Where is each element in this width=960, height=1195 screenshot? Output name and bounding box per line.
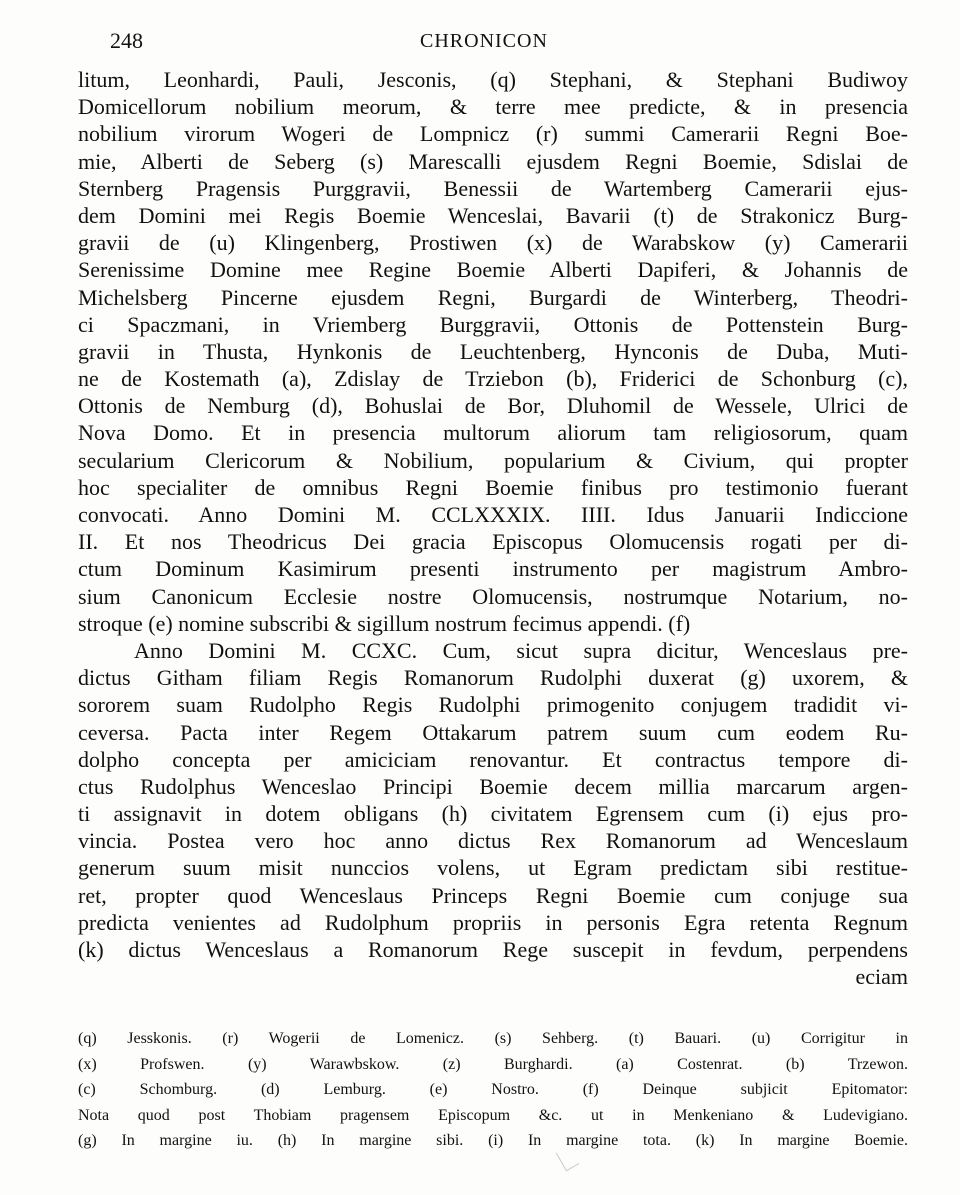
- text-line: dolpho concepta per amiciciam renovantur. Et contractus tempore di-: [78, 746, 908, 772]
- text-line: (k) dictus Wenceslaus a Romanorum Rege suscepit in fevdum, perpendens: [78, 937, 908, 962]
- text-line: convocati. Anno Domini M. CCLXXXIX. IIII. Idus Januarii Indiccione: [78, 502, 908, 527]
- footnotes: [78, 1026, 908, 1154]
- text-line: litum, Leonhardi, Pauli, Jesconis, (q) Stephani, & Stephani Budiwoy: [78, 67, 908, 92]
- text-line: dictus Githam filiam Regis Romanorum Rudolphi duxerat (g) uxorem, &: [78, 665, 908, 691]
- page-number: 248: [110, 28, 143, 53]
- text-line: ret, propter quod Wenceslaus Princeps Regni Boemie cum conjuge sua: [78, 882, 908, 908]
- footnote-line: (g) In margine iu. (h) In margine sibi. (i) In margine tota. (k) In margine Boemie.: [78, 1132, 908, 1149]
- text-line: hoc specialiter de omnibus Regni Boemie finibus pro testimonio fuerant: [78, 474, 908, 500]
- footnote-line: (q) Jesskonis. (r) Wogerii de Lomenicz. (s) Sehberg. (t) Bauari. (u) Corrigitur in: [78, 1030, 908, 1047]
- text-line: dem Domini mei Regis Boemie Wenceslai, Bavarii (t) de Strakonicz Burg-: [78, 202, 908, 228]
- text-line: nobilium virorum Wogeri de Lompnicz (r) summi Camerarii Regni Boe-: [78, 121, 908, 147]
- text-line: ne de Kostemath (a), Zdislay de Trziebon (b), Friderici de Schonburg (c),: [78, 366, 908, 392]
- text-line: predicta venientes ad Rudolphum propriis in personis Egra retenta Regnum: [78, 909, 908, 935]
- footnote-line: (c) Schomburg. (d) Lemburg. (e) Nostro. (f) Deinque subjicit Epitomator:: [78, 1081, 908, 1098]
- text-line: Sternberg Pragensis Purggravii, Benessii de Wartemberg Camerarii ejus-: [78, 175, 908, 201]
- main-text: [78, 66, 908, 990]
- paragraph-start-line: Anno Domini M. CCXC. Cum, sicut supra dicitur, Wenceslaus pre-: [134, 637, 908, 663]
- text-line: gravii de (u) Klingenberg, Prostiwen (x) de Warabskow (y) Camerarii: [78, 230, 908, 256]
- footnote-line: Nota quod post Thobiam pragensem Episcopum &c. ut in Menkeniano & Ludevigiano.: [78, 1106, 908, 1124]
- text-line: Michelsberg Pincerne ejusdem Regni, Burgardi de Winterberg, Theodri-: [78, 284, 908, 310]
- running-head: CHRONICON: [420, 30, 548, 52]
- text-line: Nova Domo. Et in presencia multorum aliorum tam religiosorum, quam: [78, 420, 908, 446]
- text-line: II. Et nos Theodricus Dei gracia Episcopus Olomucensis rogati per di-: [78, 529, 908, 555]
- page-header: [0, 28, 960, 58]
- text-line: vincia. Postea vero hoc anno dictus Rex Romanorum ad Wenceslaum: [78, 828, 908, 854]
- text-line: generum suum misit nunccios volens, ut Egram predictam sibi restitue-: [78, 855, 908, 881]
- text-line: mie, Alberti de Seberg (s) Marescalli ejusdem Regni Boemie, Sdislai de: [78, 148, 908, 174]
- text-line: Domicellorum nobilium meorum, & terre mee predicte, & in presencia: [78, 94, 908, 120]
- text-line: sium Canonicum Ecclesie nostre Olomucensis, nostrumque Notarium, no-: [78, 583, 908, 609]
- text-line: ci Spaczmani, in Vriemberg Burggravii, Ottonis de Pottenstein Burg-: [78, 311, 908, 337]
- text-line: ceversa. Pacta inter Regem Ottakarum patrem suum cum eodem Ru-: [78, 719, 908, 745]
- text-line: secularium Clericorum & Nobilium, popularium & Civium, qui propter: [78, 447, 908, 473]
- text-line: stroque (e) nomine subscribi & sigillum nostrum fecimus appendi. (f): [78, 610, 691, 636]
- text-line: ctum Dominum Kasimirum presenti instrumento per magistrum Ambro-: [78, 556, 908, 582]
- text-line: Ottonis de Nemburg (d), Bohuslai de Bor, Dluhomil de Wessele, Ulrici de: [78, 393, 908, 419]
- catchword: eciam: [855, 964, 908, 990]
- footnote-line: (x) Profswen. (y) Warawbskow. (z) Burghardi. (a) Costenrat. (b) Trzewon.: [78, 1055, 908, 1073]
- text-line: ti assignavit in dotem obligans (h) civitatem Egrensem cum (i) ejus pro-: [78, 801, 908, 827]
- text-line: gravii in Thusta, Hynkonis de Leuchtenberg, Hynconis de Duba, Muti-: [78, 338, 908, 364]
- text-line: sororem suam Rudolpho Regis Rudolphi primogenito conjugem tradidit vi-: [78, 692, 908, 718]
- text-line: Serenissime Domine mee Regine Boemie Alberti Dapiferi, & Johannis de: [78, 257, 908, 283]
- text-line: ctus Rudolphus Wenceslao Principi Boemie decem millia marcarum argen-: [78, 773, 908, 799]
